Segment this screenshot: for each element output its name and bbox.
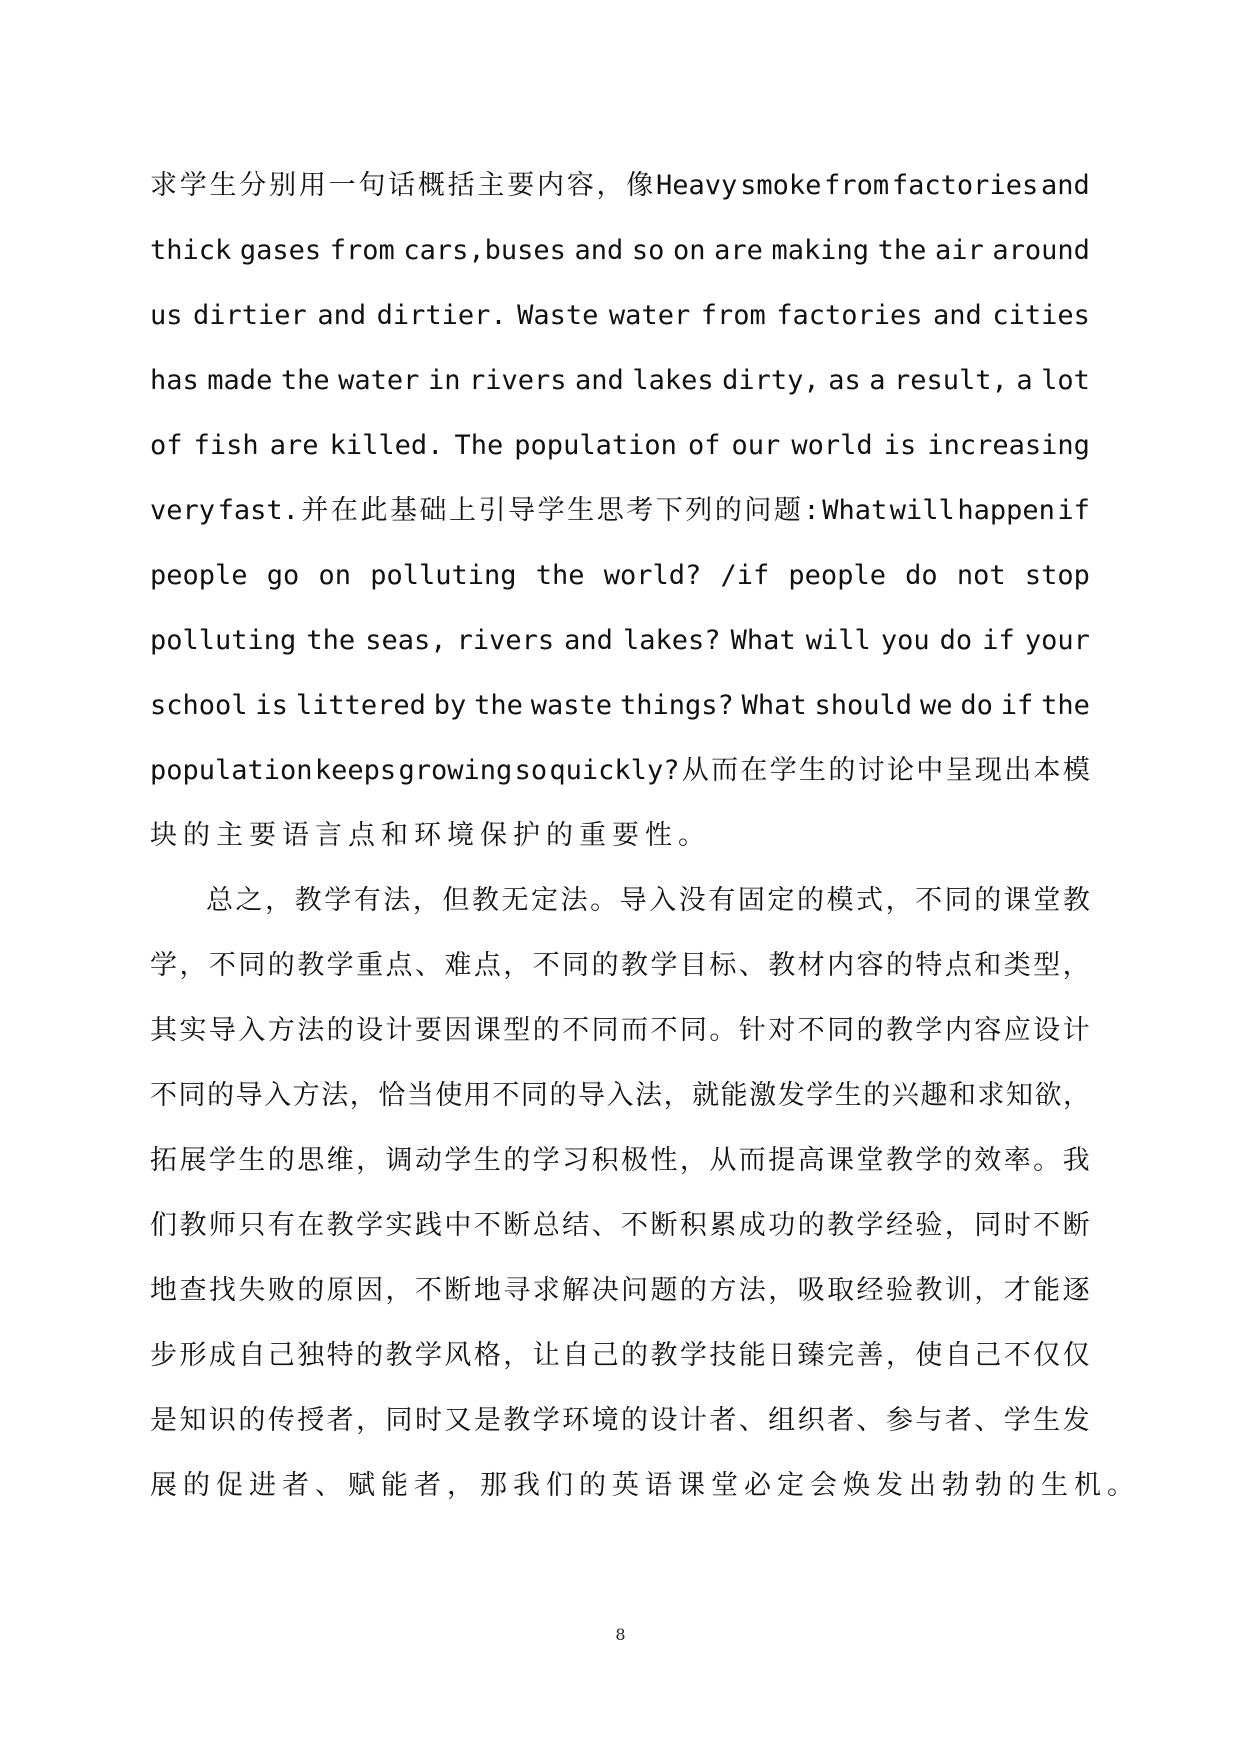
page-number: 8 xyxy=(615,1625,626,1644)
text-line: school is littered by the waste things? What should we do if the xyxy=(150,690,1090,721)
text-line: very fast. 并 在 此 基 础 上 引 导 学 生 思 考 下 列 的 问 题 : What will happen if xyxy=(150,495,1090,526)
text-line: of fish are killed. The population of our world is increasing xyxy=(150,430,1090,461)
text-line: 是 知 识 的 传 授 者 ， 同 时 又 是 教 学 环 境 的 设 计 者 、 组 织 者 、 参 与 者 、 学 生 发 xyxy=(150,1405,1090,1436)
text-line: 们 教 师 只 有 在 教 学 实 践 中 不 断 总 结 、 不 断 积 累 成 功 的 教 学 经 验 ， 同 时 不 断 xyxy=(150,1210,1090,1241)
paragraph xyxy=(150,153,1090,868)
text-line: 求 学 生 分 别 用 一 句 话 概 括 主 要 内 容 ， 像 Heavy smoke from factories and xyxy=(150,170,1090,201)
text-line: 总 之 ， 教 学 有 法 ， 但 教 无 定 法 。 导 入 没 有 固 定 的 模 式 ， 不 同 的 课 堂 教 xyxy=(206,885,1090,916)
text-line: us dirtier and dirtier. Waste water from factories and cities xyxy=(150,300,1090,331)
body-text xyxy=(150,153,1134,1518)
text-line: 块 的 主 要 语 言 点 和 环 境 保 护 的 重 要 性 。 xyxy=(150,820,705,851)
text-line: 不 同 的 导 入 方 法 ， 恰 当 使 用 不 同 的 导 入 法 ， 就 能 激 发 学 生 的 兴 趣 和 求 知 欲 ， xyxy=(150,1080,1090,1111)
text-line: 其 实 导 入 方 法 的 设 计 要 因 课 型 的 不 同 而 不 同 。 针 对 不 同 的 教 学 内 容 应 设 计 xyxy=(150,1015,1090,1046)
text-line: 学 ， 不 同 的 教 学 重 点 、 难 点 ， 不 同 的 教 学 目 标 、 教 材 内 容 的 特 点 和 类 型 ， xyxy=(150,950,1090,981)
text-line: has made the water in rivers and lakes dirty, as a result, a lot xyxy=(150,365,1090,396)
text-line: thick gases from cars,buses and so on are making the air around xyxy=(150,235,1090,266)
text-line: 地 查 找 失 败 的 原 因 ， 不 断 地 寻 求 解 决 问 题 的 方 法 ， 吸 取 经 验 教 训 ， 才 能 逐 xyxy=(150,1275,1090,1306)
text-line: population keeps growing so quickly? 从 而 在 学 生 的 讨 论 中 呈 现 出 本 模 xyxy=(150,755,1090,786)
text-line: polluting the seas, rivers and lakes? What will you do if your xyxy=(150,625,1090,656)
text-line: people go on polluting the world? /if people do not stop xyxy=(150,560,1090,591)
text-line: 拓 展 学 生 的 思 维 ， 调 动 学 生 的 学 习 积 极 性 ， 从 而 提 高 课 堂 教 学 的 效 率 。 我 xyxy=(150,1145,1090,1176)
paragraph xyxy=(150,868,1134,1518)
text-line: 步 形 成 自 己 独 特 的 教 学 风 格 ， 让 自 己 的 教 学 技 能 日 臻 完 善 ， 使 自 己 不 仅 仅 xyxy=(150,1340,1090,1371)
text-line: 展 的 促 进 者 、 赋 能 者 ， 那 我 们 的 英 语 课 堂 必 定 会 焕 发 出 勃 勃 的 生 机 。 xyxy=(150,1470,1134,1501)
